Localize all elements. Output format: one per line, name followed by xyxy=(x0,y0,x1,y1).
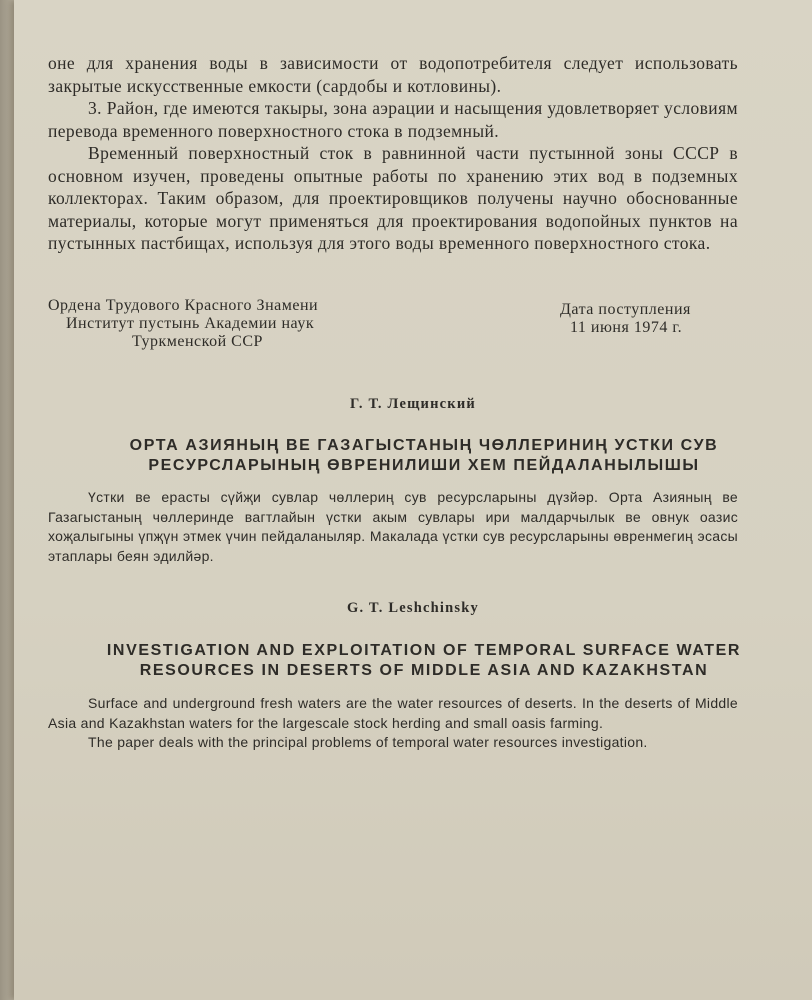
paragraph-continuation: оне для хранения воды в зависимости от водопотребителя следует использовать закрытые искусственные емкости (сардобы и котловины). xyxy=(48,53,738,96)
received-label: Дата поступления xyxy=(560,301,691,318)
turkmen-title-line-2: РЕСУРСЛАРЫНЫҢ ӨВРЕНИЛИШИ ХЕМ ПЕЙДАЛАНЫЛЫШЫ xyxy=(148,457,700,474)
received-date: 11 июня 1974 г. xyxy=(570,319,683,336)
english-abstract-p2: The paper deals with the principal problems of temporal water resources investigation. xyxy=(88,734,648,750)
russian-body-text xyxy=(48,52,738,255)
book-binding-edge xyxy=(0,0,14,1000)
author-name-english: G. T. Leshchinsky xyxy=(347,600,479,616)
paragraph-point-3: 3. Район, где имеются такыры, зона аэрации и насыщения удовлетворяет условиям перевода временного поверхностного стока в подземный. xyxy=(48,98,738,141)
english-title-line-1: INVESTIGATION AND EXPLOITATION OF TEMPORAL SURFACE WATER xyxy=(106,642,742,659)
english-title xyxy=(74,641,774,681)
document-page xyxy=(14,0,812,1000)
turkmen-abstract: Үстки ве ерасты сүйҗи сувлар чөллериң сув ресурсларыны дүзйәр. Орта Азияның ве Газагыстаның чөллеринде вагтлайын үстки акым сувлары ири малдарчылык ве овнук оазис хоҗалыгыны үпҗүн этмек үчин пейдаланыляр. Макалада үстки сув ресурсларыны өвренмегиң эсасы этаплары беян эдилйәр. xyxy=(48,489,738,564)
received-date-block xyxy=(560,301,691,337)
turkmen-title-line-1: ОРТА АЗИЯНЫҢ ВЕ ГАЗАГЫСТАНЫҢ ЧӨЛЛЕРИНИҢ УСТКИ СУВ xyxy=(129,437,719,454)
affiliation-block xyxy=(48,297,318,351)
paragraph-conclusion: Временный поверхностный сток в равнинной части пустынной зоны СССР в основном изучен, проведены опытные работы по хранению этих вод в подземных коллекторах. Таким образом, для проектировщиков получены научно обоснованные материалы, которые могут применяться для проектирования водопойных пунктов на пустынных пастбищах, используя для этого воды временного поверхностного стока. xyxy=(48,143,738,253)
author-name-russian: Г. Т. Лещинский xyxy=(350,396,476,412)
english-abstract-p1: Surface and underground fresh waters are the water resources of deserts. In the deserts of Middle Asia and Kazakhstan waters for the largescale stock herding and small oasis farming. xyxy=(48,695,738,731)
affiliation-line-1: Ордена Трудового Красного Знамени xyxy=(48,297,319,314)
affiliation-line-2: Институт пустынь Академии наук xyxy=(66,315,315,332)
english-title-line-2: RESOURCES IN DESERTS OF MIDDLE ASIA AND KAZAKHSTAN xyxy=(139,662,709,679)
affiliation-line-3: Туркменской ССР xyxy=(132,333,263,350)
turkmen-title xyxy=(74,436,774,476)
english-abstract xyxy=(48,694,738,753)
